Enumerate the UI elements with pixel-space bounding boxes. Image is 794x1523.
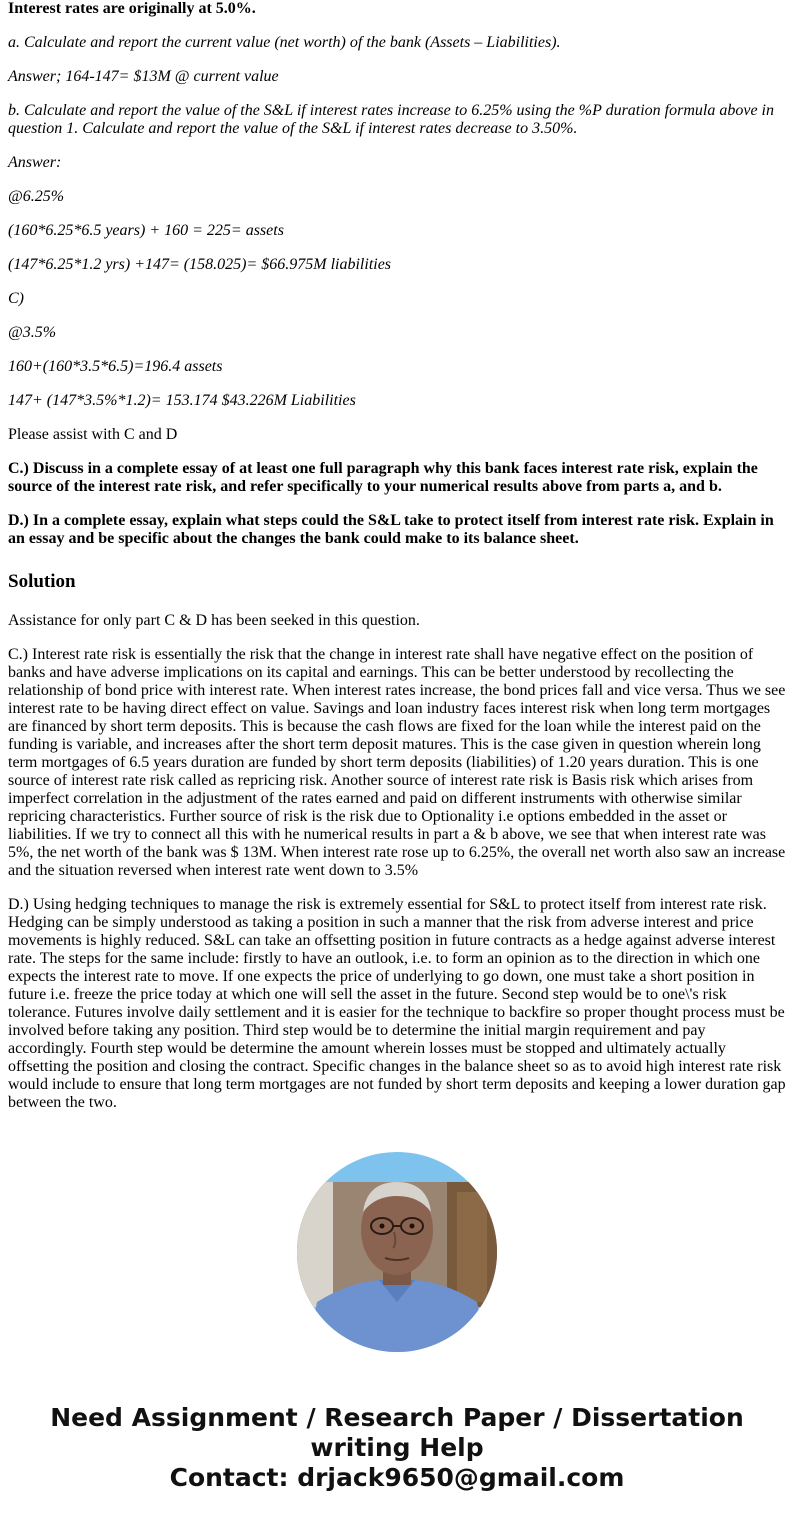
solution-intro: Assistance for only part C & D has been seeked in this question. [8,612,420,629]
rate-high: @6.25% [8,188,65,205]
solution-answer-d: D.) Using hedging techniques to manage the risk is extremely essential for S&L to protect itself from interest rate risk. Hedging can be simply understood as taking a position in such a manner that the risk from adverse interest and price movements is highly reduced. S&L can take an offsetting position in future contracts as a hedge against adverse interest rate. The steps for the same include: firstly to have an outlook, i.e. to form an opinion as to the direction in which one expects the interest rate to move. If one expects the price of underlying to go down, one must take a short position in future i.e. freeze the price today at which one will sell the asset in the future. Second step would be to one\'s risk tolerance. Futures involve daily settlement and it is easier for the technique to backfire so proper thought process must be involved before taking any position. Third step would be to determine the initial margin requirement and pay accordingly. Fourth step would be determine the amount wherein losses must be stopped and ultimately actually offsetting the position and closing the contract. Specific changes in the balance sheet so as to avoid high interest rate risk would include to ensure that long term mortgages are not funded by short term deposits and keeping a lower duration gap between the two. [8,896,786,1111]
footer-banner [0,1403,794,1493]
footer-contact: Contact: drjack9650@gmail.com [169,1463,625,1492]
author-photo [297,1152,497,1352]
calc-assets-low: 160+(160*3.5*6.5)=196.4 assets [8,358,223,375]
solution-heading: Solution [8,571,76,592]
document-body [8,0,786,1128]
c-label: C) [8,290,24,307]
assist-request: Please assist with C and D [8,426,178,443]
question-part-c: C.) Discuss in a complete essay of at least one full paragraph why this bank faces interest rate risk, explain the source of the interest rate risk, and refer specifically to your numerical results above from parts a, and b. [8,460,758,495]
question-part-a: a. Calculate and report the current value (net worth) of the bank (Assets – Liabilities). [8,34,561,51]
footer-line-2: writing Help [310,1433,484,1462]
solution-answer-c: C.) Interest rate risk is essentially the risk that the change in interest rate shall have negative effect on the position of banks and have adverse implications on its capital and earnings. This can be better understood by recollecting the relationship of bond price with interest rate. When interest rates increase, the bond prices fall and vice versa. Thus we see interest rate to be having direct effect on value. Savings and loan industry faces interest risk when long term mortgages are financed by short term deposits. This is because the cash flows are fixed for the loan while the interest paid on the funding is variable, and increases after the short term deposit matures. This is the case given in question wherein long term mortgages of 6.5 years duration are funded by short term deposits (liabilities) of 1.20 years duration. This is one source of interest rate risk called as repricing risk. Another source of interest rate risk is Basis risk which arises from imperfect correlation in the adjustment of the rates earned and paid on different instruments with otherwise similar repricing characteristics. Further source of risk is the risk due to Optionality i.e options embedded in the asset or liabilities. If we try to connect all this with he numerical results in part a & b above, we see that when interest rate was 5%, the net worth of the bank was $ 13M. When interest rate rose up to 6.25%, the overall net worth also saw an increase and the situation reversed when interest rate went down to 3.5% [8,646,786,879]
author-portrait-icon [297,1152,497,1352]
rate-low: @3.5% [8,324,57,341]
answer-label: Answer: [8,154,62,171]
footer-line-1: Need Assignment / Research Paper / Dissertation [50,1403,744,1432]
question-part-b: b. Calculate and report the value of the S&L if interest rates increase to 6.25% using the %P duration formula above in question 1. Calculate and report the value of the S&L if interest rates decrease to 3.50%. [8,102,774,137]
answer-part-a: Answer; 164-147= $13M @ current value [8,68,279,85]
calc-assets-high: (160*6.25*6.5 years) + 160 = 225= assets [8,222,284,239]
question-part-d: D.) In a complete essay, explain what steps could the S&L take to protect itself from interest rate risk. Explain in an essay and be specific about the changes the bank could make to its balance sheet. [8,512,774,547]
calc-liabilities-high: (147*6.25*1.2 yrs) +147= (158.025)= $66.975M liabilities [8,256,392,273]
question-intro: Interest rates are originally at 5.0%. [8,0,256,17]
calc-liabilities-low: 147+ (147*3.5%*1.2)= 153.174 $43.226M Liabilities [8,392,356,409]
